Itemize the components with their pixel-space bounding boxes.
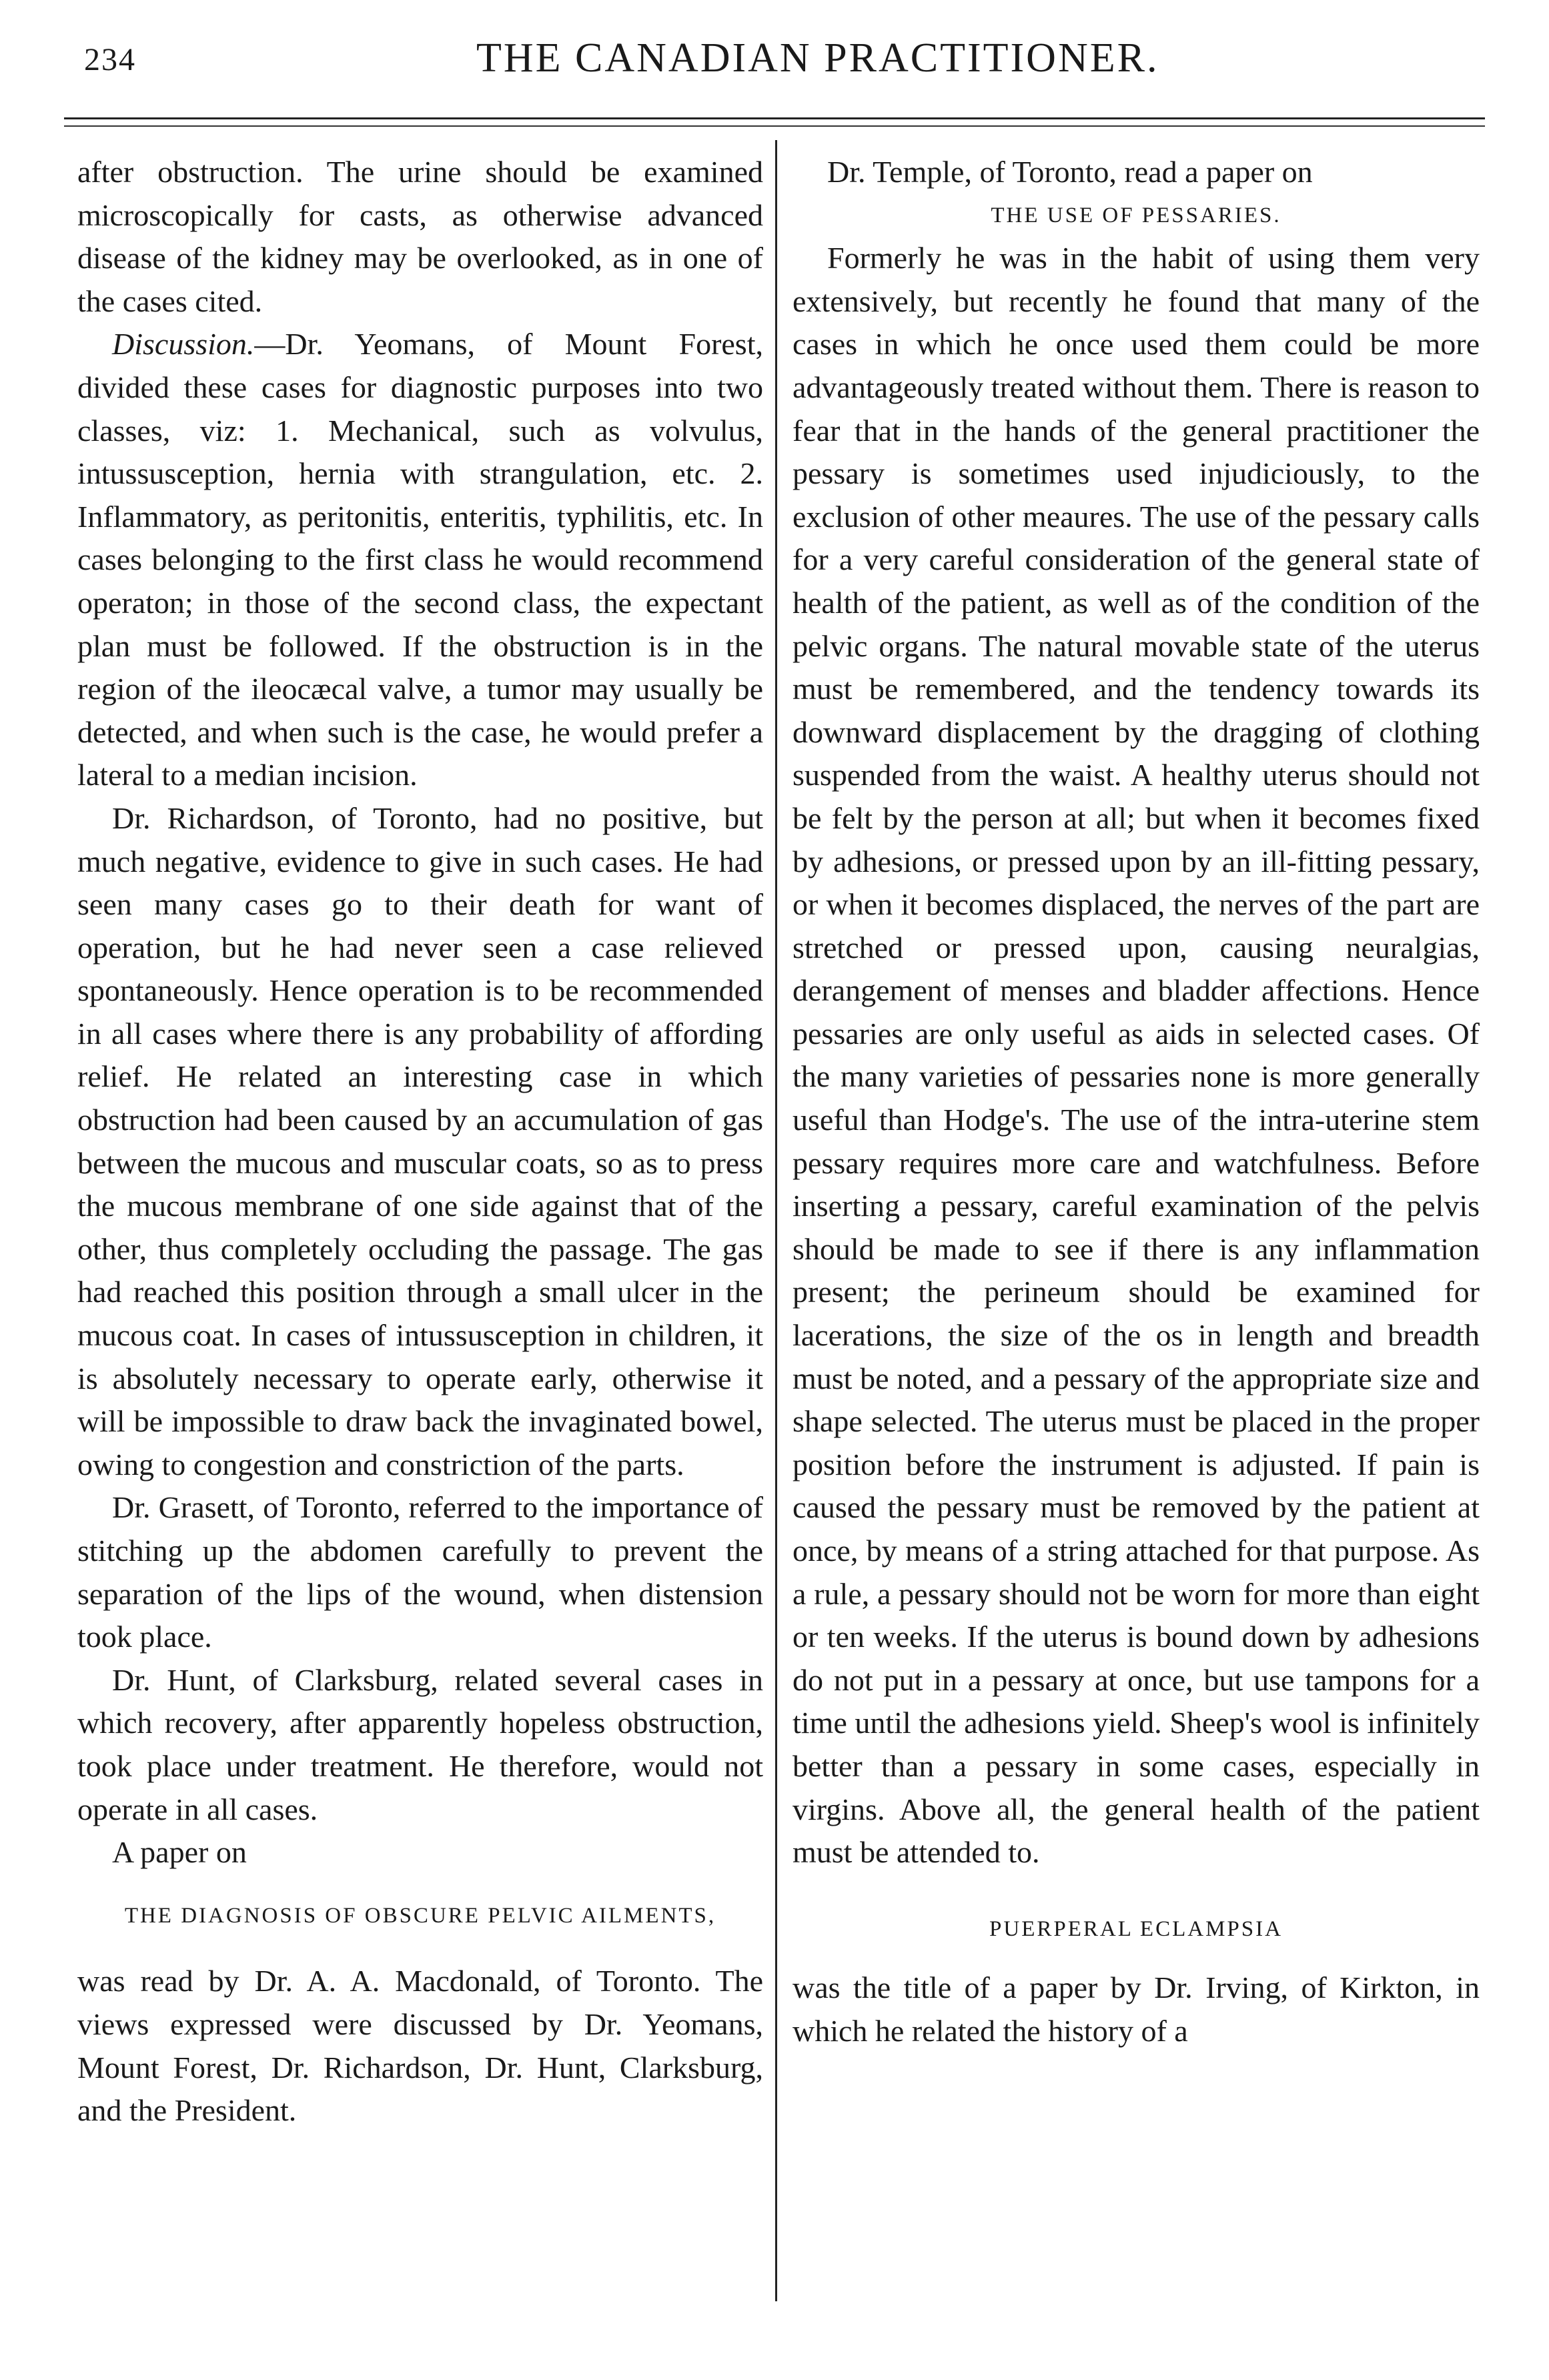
section-heading-pelvic-ailments: THE DIAGNOSIS OF OBSCURE PELVIC AILMENTS, [124, 1903, 716, 1928]
right-column [793, 151, 1480, 2053]
paragraph-discussion [77, 323, 763, 797]
paragraph-grasett: Dr. Grasett, of Toronto, referred to the importance of stitching up the abdomen carefully to prevent the separation of the lips of the wound, when distension took place. [77, 1490, 763, 1654]
paragraph-hunt: Dr. Hunt, of Clarksburg, related several cases in which recovery, after apparently hopeless obstruction, took place under treatment. He therefore, would not operate in all cases. [77, 1662, 763, 1826]
header-rule-top [64, 117, 1485, 119]
paragraph-paper-intro: A paper on [112, 1835, 247, 1870]
running-title: THE CANADIAN PRACTITIONER. [476, 35, 1159, 81]
column-divider [775, 140, 777, 2301]
discussion-text: —Dr. Yeomans, of Mount Forest, divided these cases for diagnostic purposes into two classes, viz: 1. Mechanical, such as volvulus, intussusception, hernia with strangulation, etc. 2. Inflammatory, as peritonitis, enteritis, typhilitis, etc. In cases belonging to the first class he would recommend operaton; in those of the second class, the expectant plan must be followed. If the obstruction is in the region of the ileocæcal valve, a tumor may usually be detected, and when such is the case, he would prefer a lateral to a median incision. [77, 327, 763, 792]
header-rule-bottom [64, 125, 1485, 127]
section-heading-pessaries: THE USE OF PESSARIES. [991, 203, 1281, 227]
paragraph-obstruction-end: after obstruction. The urine should be examined microscopically for casts, as otherwise advanced disease of the kidney may be overlooked, as in one of the cases cited. [77, 155, 763, 318]
paragraph-pessaries: Formerly he was in the habit of using them very extensively, but recently he found that many of the cases in which he once used them could be more advantageously treated without them. There is reason to fear that in the hands of the general practitioner the pessary is sometimes used injudiciously, to the exclusion of other meaures. The use of the pessary calls for a very careful consideration of the general state of health of the patient, as well as of the condition of the pelvic organs. The natural movable state of the uterus must be remembered, and the tendency towards its downward displacement by the dragging of clothing suspended from the waist. A healthy uterus should not be felt by the person at all; but when it becomes fixed by adhesions, or pressed upon by an ill-fitting pessary, or when it becomes displaced, the nerves of the part are stretched or pressed upon, causing neuralgias, derangement of menses and bladder affections. Hence pessaries are only useful as aids in selected cases. Of the many varieties of pessaries none is more generally useful than Hodge's. The use of the intra-uterine stem pessary requires more care and watchfulness. Before inserting a pessary, careful examination of the pelvis should be made to see if there is any inflammation present; the perineum should be examined for lacerations, the size of the os in length and breadth must be noted, and a pessary of the appropriate size and shape selected. The uterus must be placed in the proper position before the instrument is adjusted. If pain is caused the pessary must be removed by the patient at once, by means of a string attached for that purpose. As a rule, a pessary should not be worn for more than eight or ten weeks. If the uterus is bound down by adhesions do not put in a pessary at once, but use tampons for a time until the adhesions yield. Sheep's wool is infinitely better than a pessary in some cases, especially in virgins. Above all, the general health of the patient must be attended to. [793, 241, 1480, 1870]
paragraph-macdonald: was read by Dr. A. A. Macdonald, of Toronto. The views expressed were discussed by Dr. Yeomans, Mount Forest, Dr. Richardson, Dr. Hunt, Clarksburg, and the President. [77, 1964, 763, 2128]
page-number: 234 [84, 42, 136, 77]
paragraph-irving: was the title of a paper by Dr. Irving, of Kirkton, in which he related the history of a [793, 1970, 1480, 2048]
paragraph-richardson: Dr. Richardson, of Toronto, had no positive, but much negative, evidence to give in such cases. He had seen many cases go to their death for want of operation, but he had never seen a case relieved spontaneously. Hence operation is to be recommended in all cases where there is any probability of affording relief. He related an interesting case in which obstruction had been caused by an accumulation of gas between the mucous and muscular coats, so as to press the mucous membrane of one side against that of the other, thus completely occluding the passage. The gas had reached this position through a small ulcer in the mucous coat. In cases of intussusception in children, it is absolutely necessary to operate early, otherwise it will be impossible to draw back the invaginated bowel, owing to congestion and constriction of the parts. [77, 800, 763, 1481]
section-heading-eclampsia: PUERPERAL ECLAMPSIA [989, 1916, 1283, 1941]
paragraph-temple: Dr. Temple, of Toronto, read a paper on [827, 155, 1313, 189]
left-column [77, 151, 763, 2133]
discussion-label: Discussion. [112, 327, 255, 362]
